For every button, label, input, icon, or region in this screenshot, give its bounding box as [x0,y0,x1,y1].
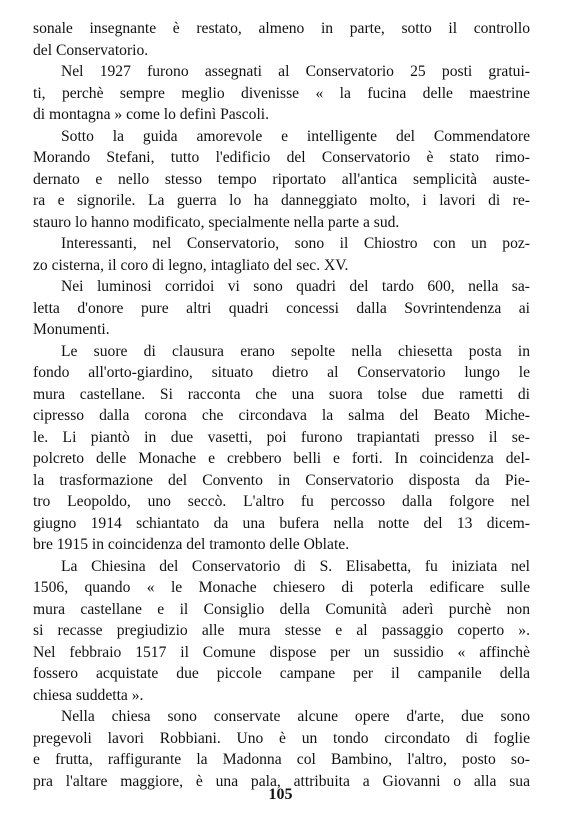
text-line: La Chiesina del Conservatorio di S. Elisabetta, fu iniziata nel [61,557,530,575]
paragraph [33,233,530,276]
text-line: fondo all'orto-giardino, situato dietro al Conservatorio lungo le [33,364,530,381]
paragraph [33,556,530,707]
paragraph [33,61,530,126]
paragraph [33,276,530,341]
paragraph [33,706,530,792]
text-line: pregevoli lavori Robbiani. Uno è un tondo circondato di foglie [33,729,530,747]
text-line: e frutta, raffigurante la Madonna col Bambino, l'altro, posto so- [33,751,530,768]
text-line: del Conservatorio. [33,41,149,59]
text-line: zo cisterna, il coro di legno, intagliato del sec. XV. [33,256,349,274]
text-line: si recasse pregiudizio alle mura stesse e al passaggio coperto ». [33,622,530,639]
text-line: bre 1915 in coincidenza del tramonto delle Oblate. [33,536,350,553]
text-line: la trasformazione del Convento in Conservatorio disposta da Pie- [33,471,530,489]
text-line: sonale insegnante è restato, almeno in parte, sotto il controllo [33,20,530,37]
text-line: polcreto delle Monache e crebbero belli e forti. In coincidenza del- [33,450,530,467]
body-text [33,18,530,792]
text-line: di montagna » come lo definì Pascoli. [33,106,270,123]
text-line: 1506, quando « le Monache chiesero di poterla edificare sulle [33,579,530,596]
text-line: tro Leopoldo, uno seccò. L'altro fu percosso dalla folgore nel [33,493,530,510]
text-line: Nella chiesa sono conservate alcune opere d'arte, due sono [61,708,530,725]
text-line: chiesa suddetta ». [33,686,144,704]
text-line: Le suore di clausura erano sepolte nella chiesetta posta in [61,342,530,360]
text-line: Nei luminosi corridoi vi sono quadri del tardo 600, nella sa- [61,278,530,295]
text-line: ti, perchè sempre meglio divenisse « la fucina delle maestrine [33,84,530,102]
text-line: pra l'altare maggiore, è una pala, attribuita a Giovanni o alla sua [33,772,530,790]
paragraph [33,18,530,61]
text-line: le. Li piantò in due vasetti, poi furono trapiantati presso il se- [33,428,530,446]
text-line: ra e signorile. La guerra lo ha danneggiato molto, i lavori di re- [33,192,530,209]
text-line: giugno 1914 schiantato da una bufera nella notte del 13 dicem- [33,514,530,532]
text-line: Interessanti, nel Conservatorio, sono il Chiostro con un poz- [61,235,530,252]
text-line: cipresso dalla corona che circondava la salma del Beato Miche- [33,407,530,424]
text-line: letta d'onore pure altri quadri concessi dalla Sovrintendenza ai [33,299,530,317]
text-line: fossero acquistate due piccole campane per il campanile della [33,665,530,682]
text-line: mura castellane e il Consiglio della Comunità aderì purchè non [33,600,530,618]
text-line: Monumenti. [33,321,110,338]
paragraph [33,126,530,234]
page-number: 105 [268,786,293,803]
text-line: dernato e nello stesso tempo riportato all'antica semplicità auste- [33,170,530,188]
text-line: stauro lo hanno modificato, specialmente nella parte a sud. [33,213,400,231]
text-line: Sotto la guida amorevole e intelligente del Commendatore [61,127,530,145]
text-line: Morando Stefani, tutto l'edificio del Conservatorio è stato rimo- [33,149,530,166]
text-line: mura castellane. Si racconta che una suora tolse due rametti di [33,385,530,403]
text-line: Nel 1927 furono assegnati al Conservatorio 25 posti gratui- [61,63,530,80]
paragraph [33,341,530,556]
text-line: Nel febbraio 1517 il Comune dispose per un sussidio « affinchè [33,643,530,661]
